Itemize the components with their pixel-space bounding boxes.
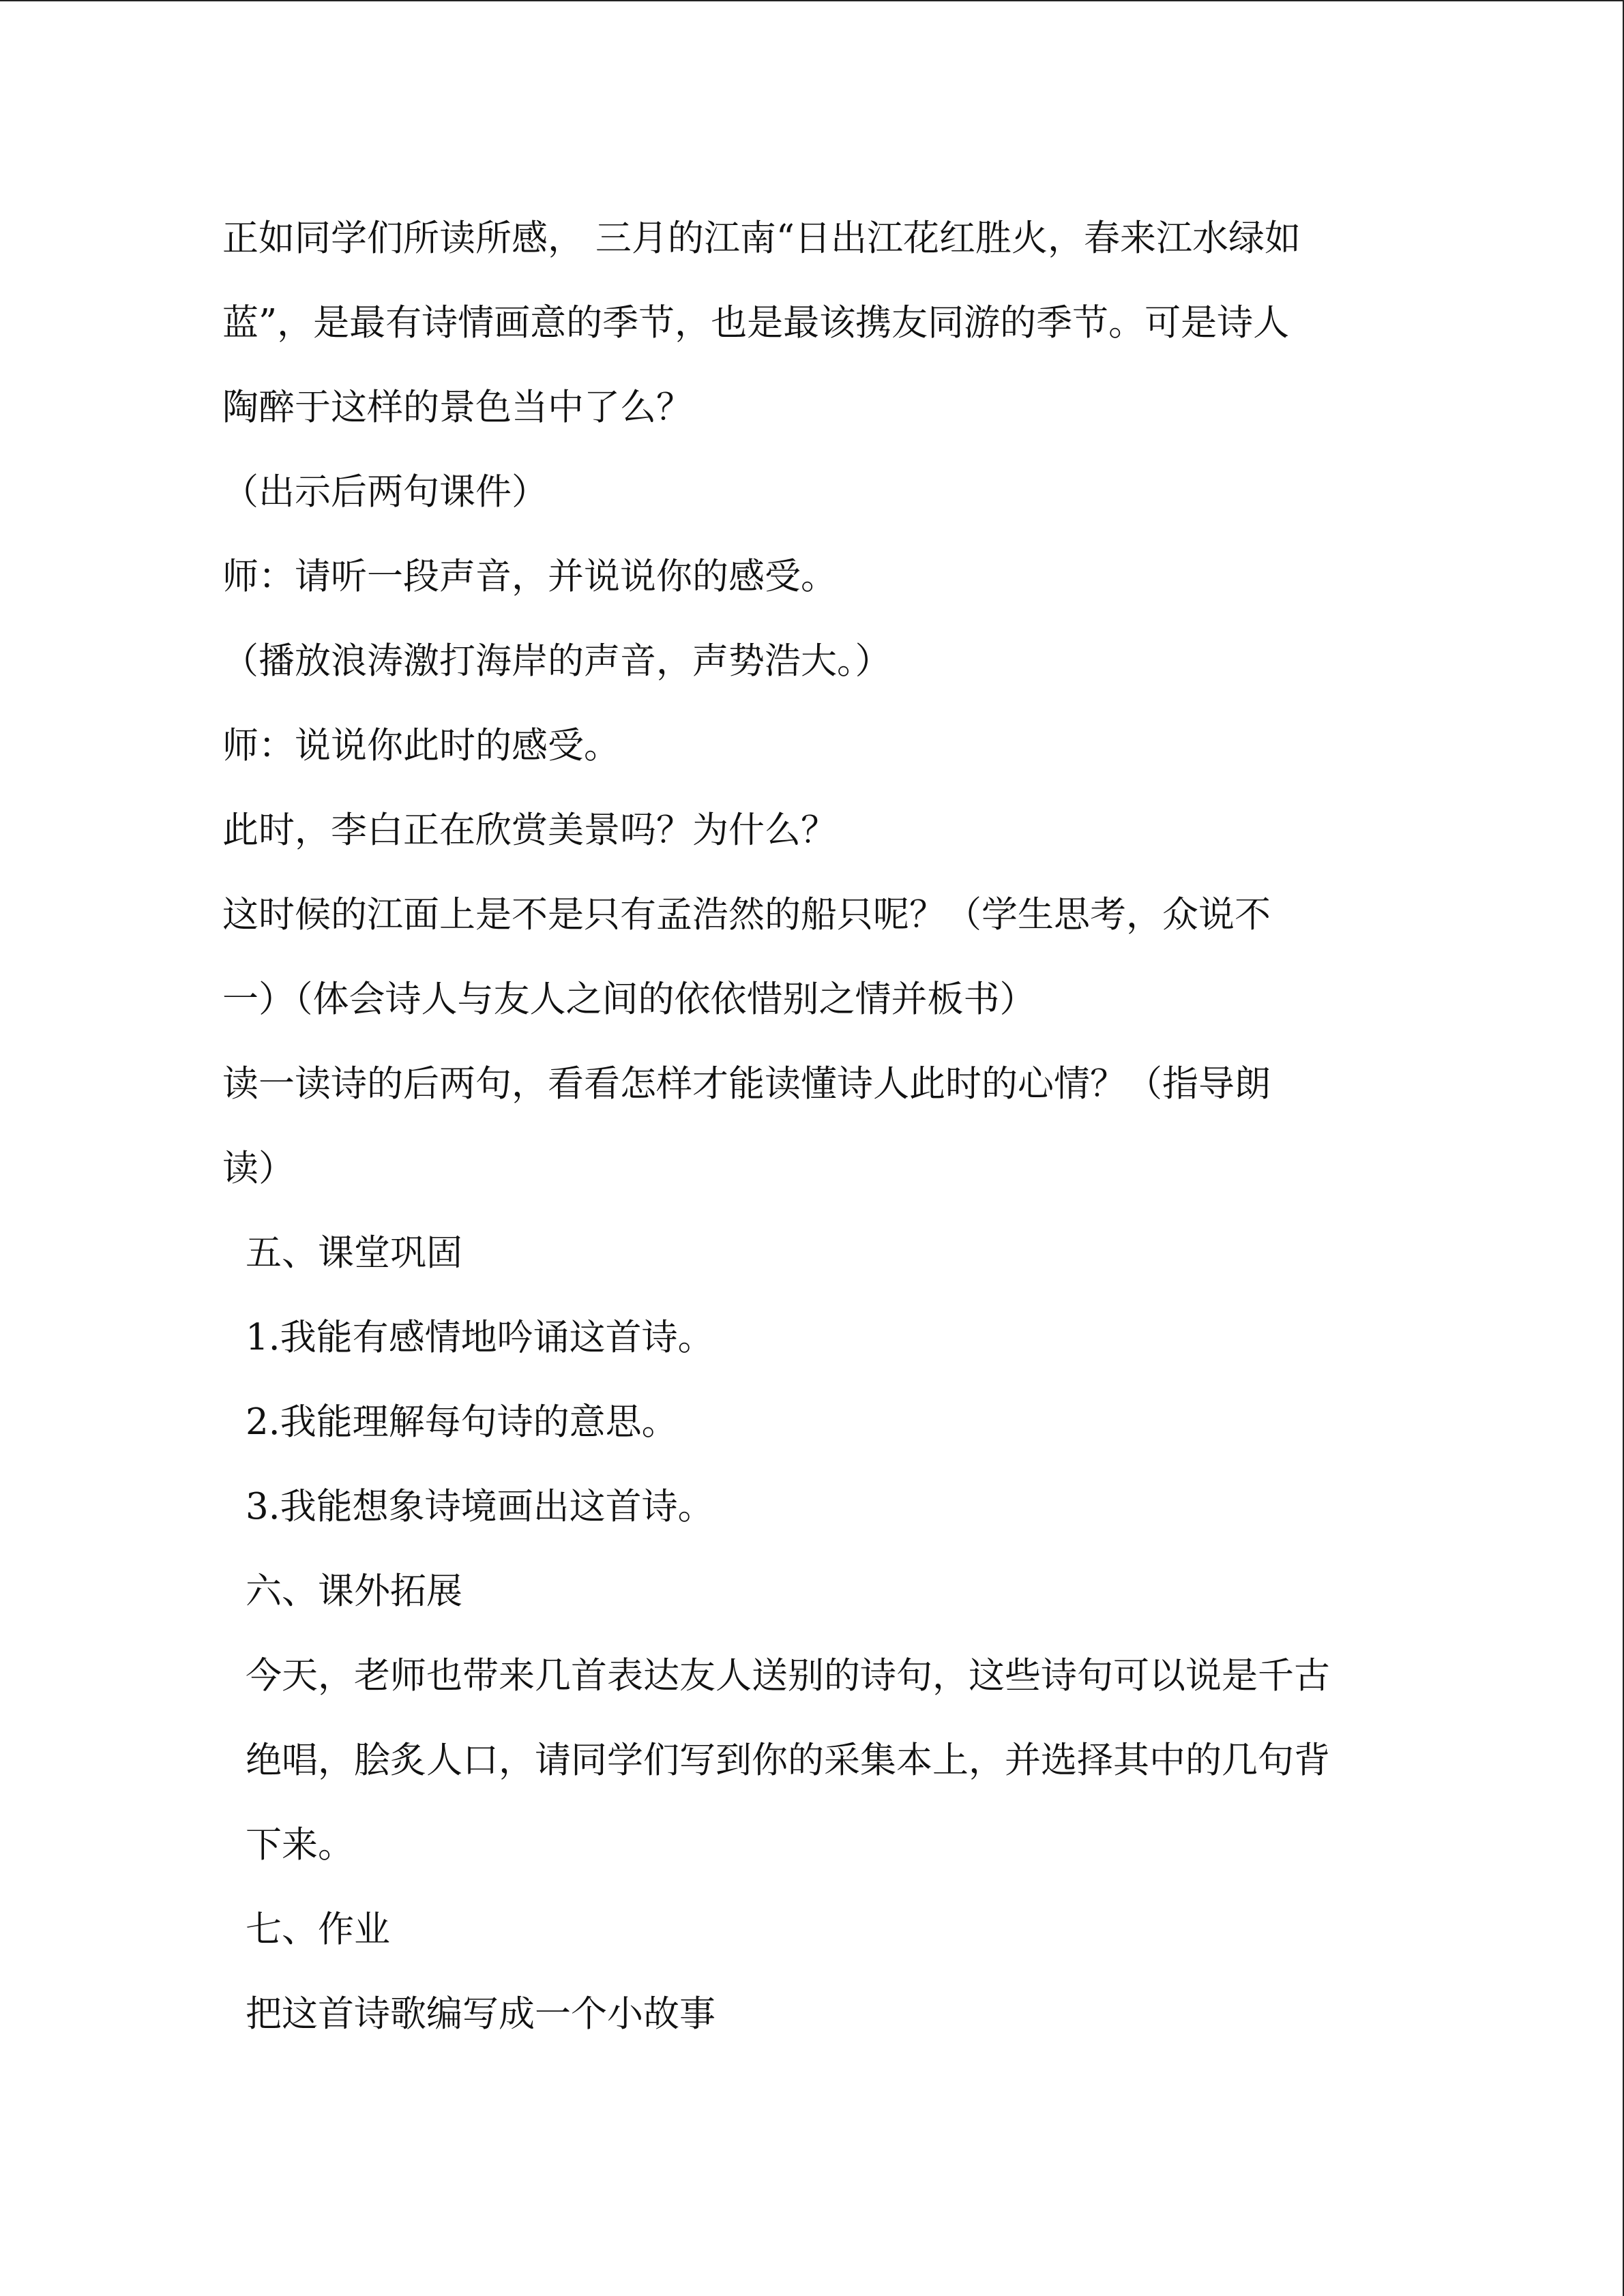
paragraph-line-4: （出示后两句课件）	[222, 471, 548, 513]
list-item-2: 2.我能理解每句诗的意思。	[246, 1401, 678, 1443]
paragraph-line-11: 读一读诗的后两句，看看怎样才能读懂诗人此时的心情？（指导朗	[222, 1063, 1271, 1105]
homework-line: 把这首诗歌编写成一个小故事	[246, 1993, 715, 2035]
list-item-1: 1.我能有感情地吟诵这首诗。	[246, 1317, 714, 1358]
paragraph-line-7: 师：说说你此时的感受。	[222, 725, 620, 766]
paragraph-line-8: 此时，李白正在欣赏美景吗？为什么？	[222, 809, 837, 851]
paragraph-line-1: 正如同学们所读所感， 三月的江南“日出江花红胜火，春来江水绿如	[222, 218, 1301, 259]
paragraph-line-6: （播放浪涛激打海岸的声音，声势浩大。）	[222, 640, 891, 682]
paragraph-line-14: 绝唱，脍炙人口，请同学们写到你的采集本上，并选择其中的几句背	[246, 1740, 1330, 1781]
section-heading-6: 六、课外拓展	[246, 1570, 462, 1612]
paragraph-line-2: 蓝”，是最有诗情画意的季节，也是最该携友同游的季节。可是诗人	[222, 302, 1290, 344]
paragraph-line-13: 今天，老师也带来几首表达友人送别的诗句，这些诗句可以说是千古	[246, 1655, 1330, 1697]
paragraph-line-15: 下来。	[246, 1824, 354, 1866]
section-heading-5: 五、课堂巩固	[246, 1232, 462, 1274]
paragraph-line-10: 一）（体会诗人与友人之间的依依惜别之情并板书）	[222, 979, 1036, 1020]
section-heading-7: 七、作业	[246, 1909, 390, 1950]
paragraph-line-9: 这时候的江面上是不是只有孟浩然的船只呢？（学生思考，众说不	[222, 894, 1271, 936]
list-item-3: 3.我能想象诗境画出这首诗。	[246, 1486, 714, 1527]
paragraph-line-3: 陶醉于这样的景色当中了么？	[222, 387, 692, 428]
paragraph-line-5: 师：请听一段声音，并说说你的感受。	[222, 556, 837, 597]
paragraph-line-12: 读）	[222, 1148, 295, 1189]
